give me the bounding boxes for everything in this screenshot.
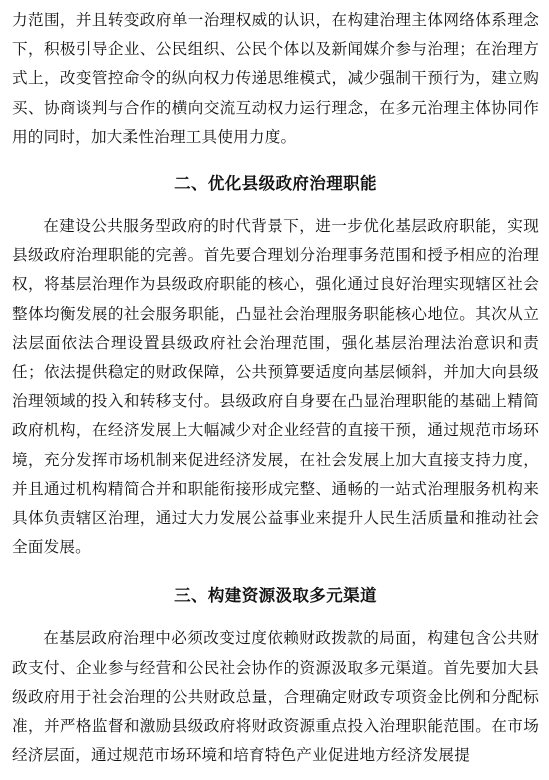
paragraph-1: 力范围，并且转变政府单一治理权威的认识，在构建治理主体网络体系理念下，积极引导企业、公民组织、公民个体以及新闻媒介参与治理；在治理方式上，改变管控命令的纵向权力传递思维模式，减少强制干预行为，建立购买、协商谈判与合作的横向交流互动权力运行理念，在多元治理主体协同作用的同时，加大柔性治理工具使用力度。 [12, 11, 539, 146]
section-heading-3: 三、构建资源汲取多元渠道 [174, 586, 377, 606]
paragraph-3: 在基层政府治理中必须改变过度依赖财政拨款的局面，构建包含公共财政支付、企业参与经营和公民社会协作的资源汲取多元渠道。首先要加大县级政府用于社会治理的公共财政总量，合理确定财政专项资金比例和分配标准，并严格监督和激励县级政府将财政资源重点投入治理职能范围。在市场经济层面，通过规范市场环境和培育特色产业促进地方经济发展提 [12, 629, 539, 765]
paragraph-2: 在建设公共服务型政府的时代背景下，进一步优化基层政府职能，实现县级政府治理职能的完善。首先要合理划分治理事务范围和授予相应的治理权，将基层治理作为县级政府职能的核心，强化通过良好治理实现辖区社会整体均衡发展的社会服务职能，凸显社会治理服务职能核心地位。其次从立法层面依法合理设置县级政府社会治理范围，强化基层治理法治意识和责任；依法提供稳定的财政保障，公共预算要适度向基层倾斜，并加大向县级治理领域的投入和转移支付。县级政府自身要在凸显治理职能的基础上精简政府机构，在经济发展上大幅减少对企业经营的直接干预，通过规范市场环境，充分发挥市场机制来促进经济发展，在社会发展上加大直接支持力度，并且通过机构精简合并和职能衔接形成完整、通畅的一站式治理服务机构来具体负责辖区治理，通过大力发展公益事业来提升人民生活质量和推动社会全面发展。 [12, 217, 539, 557]
section-heading-2: 二、优化县级政府治理职能 [174, 174, 377, 194]
